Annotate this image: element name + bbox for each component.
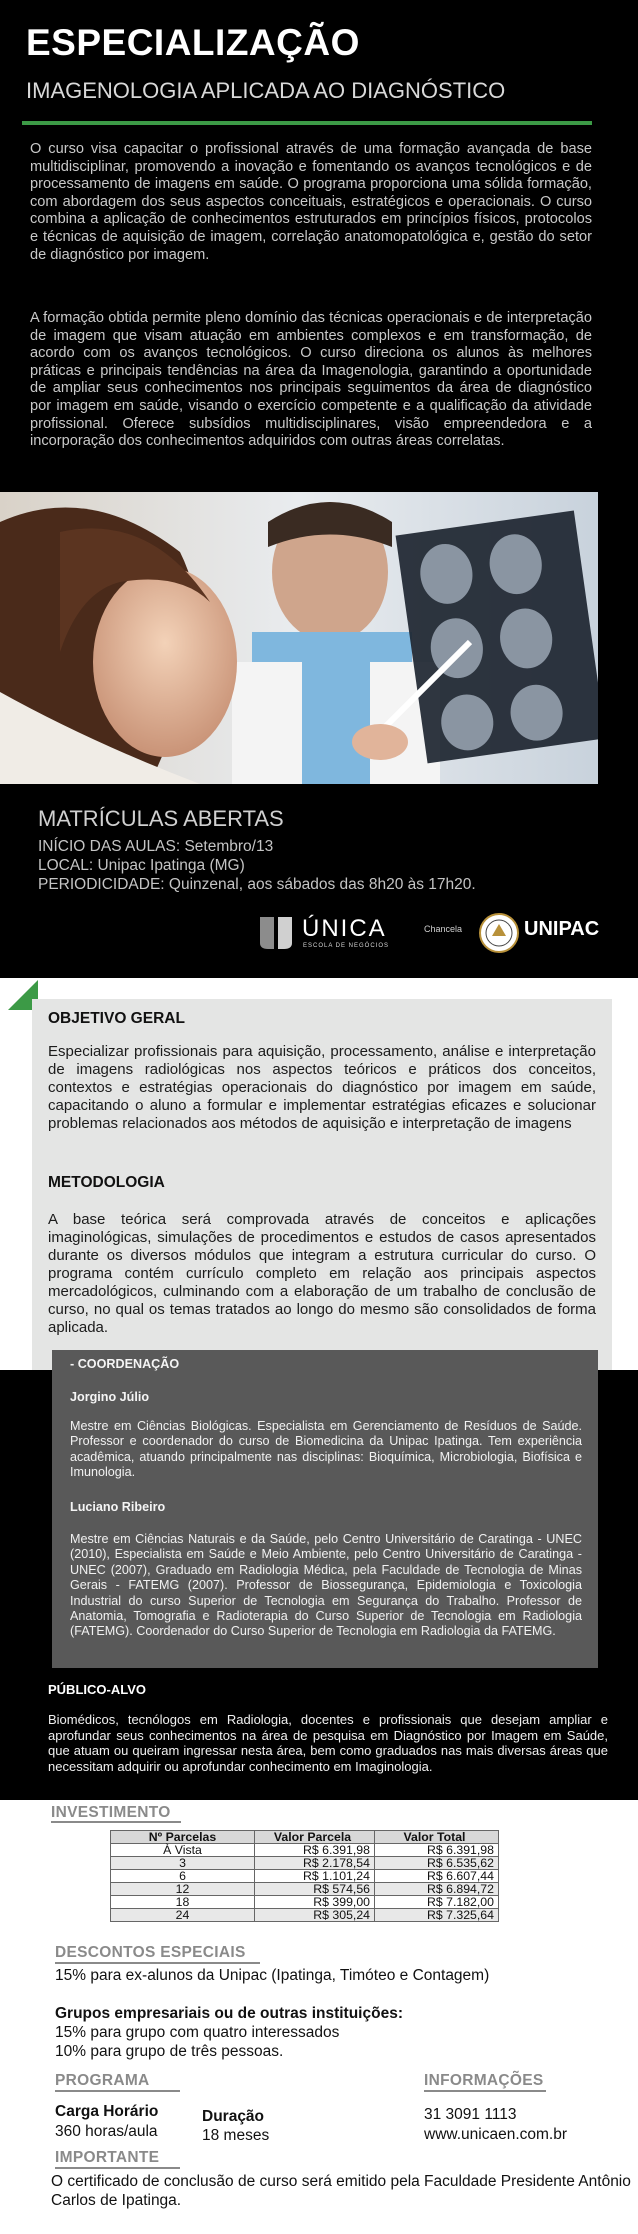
audience-text: Biomédicos, tecnólogos em Radiologia, docentes e profissionais que desejam ampliar e aprofundar seus conhecimentos na área de pesquisa em Diagnóstico por Imagem em Saúde, que atuam ou queiram ingressar nesta área, bem como graduados nas mais diversas áreas que necessitam adquirir ou aprofundar conhecimento em Imaginologia. (48, 1712, 608, 1774)
cell-installments: 24 (111, 1909, 255, 1922)
program-label: PROGRAMA (55, 2072, 150, 2089)
column-header-total-value: Valor Total (375, 1831, 499, 1844)
page-title: ESPECIALIZAÇÃO (26, 22, 360, 63)
column-header-installments: Nº Parcelas (111, 1831, 255, 1844)
start-date-label: INÍCIO DAS AULAS: (38, 838, 181, 855)
column-header-installment-value: Valor Parcela (255, 1831, 375, 1844)
objective-heading: OBJETIVO GERAL (48, 1010, 185, 1027)
cell-installment-value: R$ 574,56 (255, 1883, 375, 1896)
contact-website-link[interactable]: www.unicaen.com.br (424, 2126, 568, 2143)
intro-paragraph-2: A formação obtida permite pleno domínio das técnicas operacionais e de interpretação de imagem que visam atuação em ambientes complexos e em transformação, de acordo com os avanços tecnológicos. O curso direciona os alunos às melhores práticas e principais tendências na área da Imagenologia, garantindo a oportunidade de ampliar seus conhecimentos nos principais seguimentos da área de diagnóstico por imagem em saúde, visando o exercício competente e a qualificação da atividade profissional. Oferece subsídios multidisciplinares, visão empreendedora e a incorporação dos conhecimentos adquiridos com outras áreas correlatas. (30, 310, 592, 450)
cell-total-value: R$ 6.894,72 (375, 1883, 499, 1896)
unipac-logo-name: UNIPAC (524, 918, 600, 940)
table-row (111, 1857, 499, 1870)
location-value: Unipac Ipatinga (MG) (97, 857, 245, 874)
investment-underline (51, 1821, 181, 1823)
duration-label: Duração (202, 2108, 265, 2125)
table-row (111, 1896, 499, 1909)
page-subtitle: IMAGENOLOGIA APLICADA AO DIAGNÓSTICO (26, 78, 506, 103)
cell-total-value: R$ 6.391,98 (375, 1844, 499, 1857)
cell-total-value: R$ 6.535,62 (375, 1857, 499, 1870)
methodology-text: A base teórica será comprovada através de conceitos e aplicações imaginológicas, simulações de procedimentos e estudos de casos apresentados durante os diversos módulos que integram a estrutura curricular do curso. O programa contém currículo completo em relação aos principais aspectos mercadológicos, culminando com a elaboração de um trabalho de conclusão de curso, no qual os temas tratados ao longo do mesmo são consolidados de forma aplicada. (48, 1211, 596, 1336)
cell-total-value: R$ 6.607,44 (375, 1870, 499, 1883)
table-header-row (111, 1831, 499, 1844)
duration-value: 18 meses (202, 2127, 270, 2144)
investment-label: INVESTIMENTO (51, 1804, 171, 1821)
alumni-discount-text: 15% para ex-alunos da Unipac (Ipatinga, Timóteo e Contagem) (55, 1967, 490, 1984)
group-discount-line-1: 15% para grupo com quatro interessados (55, 2024, 340, 2041)
start-date-value: Setembro/13 (184, 838, 274, 855)
price-table (110, 1830, 499, 1922)
location-line (38, 857, 245, 875)
audience-heading: PÚBLICO-ALVO (48, 1682, 146, 1697)
start-date-line (38, 838, 273, 856)
location-label: LOCAL: (38, 857, 94, 874)
divider-line (22, 121, 592, 125)
program-underline (55, 2090, 180, 2092)
photo-illustration (0, 492, 598, 784)
methodology-heading: METODOLOGIA (48, 1174, 165, 1191)
intro-paragraph-1: O curso visa capacitar o profissional através de uma formação avançada de base multidisciplinar, promovendo a inovação e fomentando os avanços tecnológicos e de processamento de imagens em saúde. O programa proporciona uma sólida formação, com abordagem dos seus aspectos conceituais, estratégicos e operacionais. O curso combina a aplicação de conhecimentos estruturados em princípios físicos, protocolos e técnicas de aquisição de imagem, correlação anatomopatológica e, gestão do setor de diagnóstico por imagem. (30, 141, 592, 263)
cell-installment-value: R$ 399,00 (255, 1896, 375, 1909)
information-underline (424, 2090, 546, 2092)
contact-phone[interactable]: 31 3091 1113 (424, 2106, 517, 2123)
group-discount-heading: Grupos empresariais ou de outras instituições: (55, 2005, 403, 2022)
cell-installment-value: R$ 305,24 (255, 1909, 375, 1922)
important-label: IMPORTANTE (55, 2149, 160, 2166)
discounts-underline (55, 1962, 260, 1964)
cell-installments: 18 (111, 1896, 255, 1909)
coordination-heading: - COORDENAÇÃO (70, 1357, 180, 1371)
table-row (111, 1909, 499, 1922)
table-row (111, 1883, 499, 1896)
table-row (111, 1870, 499, 1883)
important-underline (55, 2167, 180, 2169)
periodicity-line (38, 876, 476, 894)
unica-logo (256, 913, 416, 953)
table-row (111, 1844, 499, 1857)
cell-installment-value: R$ 2.178,54 (255, 1857, 375, 1870)
periodicity-value: Quinzenal, aos sábados das 8h20 às 17h20. (168, 876, 476, 893)
information-label: INFORMAÇÕES (424, 2072, 544, 2089)
cell-installment-value: R$ 6.391,98 (255, 1844, 375, 1857)
unica-logo-name: ÚNICA (302, 915, 387, 942)
unipac-seal-icon (478, 912, 520, 954)
periodicity-label: PERIODICIDADE: (38, 876, 165, 893)
cell-total-value: R$ 7.182,00 (375, 1896, 499, 1909)
discounts-label: DESCONTOS ESPECIAIS (55, 1944, 246, 1961)
unica-logo-subtitle: ESCOLA DE NEGÓCIOS (303, 943, 390, 949)
chancela-label: Chancela (424, 924, 463, 934)
workload-value: 360 horas/aula (55, 2123, 158, 2140)
cell-installments: 6 (111, 1870, 255, 1883)
objective-text: Especializar profissionais para aquisição, processamento, análise e interpretação de imagens radiológicas nos aspectos teóricos e práticos dos conceitos, contextos e estratégias operacionais do diagnóstico por imagem em saúde, capacitando o aluno a formular e implementar estratégias eficazes e solucionar problemas relacionados aos métodos de aquisição e interpretação de imagens (48, 1043, 596, 1132)
important-text: O certificado de conclusão de curso será emitido pela Faculdade Presidente Antônio Carlos de Ipatinga. (51, 2173, 631, 2209)
coordinator-1-bio: Mestre em Ciências Biológicas. Especialista em Gerenciamento de Resíduos de Saúde. Professor e coordenador do curso de Biomedicina da Unipac Ipatinga. Tem experiência acadêmica, atuando principalmente nas disciplinas: Bioquímica, Microbiologia, Biofísica e Imunologia. (70, 1419, 582, 1480)
enrollment-heading: MATRÍCULAS ABERTAS (38, 806, 284, 831)
cell-total-value: R$ 7.325,64 (375, 1909, 499, 1922)
cell-installments: 12 (111, 1883, 255, 1896)
coordinator-1-name: Jorgino Júlio (70, 1390, 150, 1404)
workload-label: Carga Horário (55, 2103, 159, 2120)
coordinator-2-name: Luciano Ribeiro (70, 1500, 166, 1514)
hero-photo (0, 492, 598, 784)
cell-installment-value: R$ 1.101,24 (255, 1870, 375, 1883)
unica-mark-icon (256, 913, 296, 953)
cell-installments: 3 (111, 1857, 255, 1870)
unipac-logo (478, 910, 598, 958)
group-discount-line-2: 10% para grupo de três pessoas. (55, 2043, 284, 2060)
coordinator-2-bio: Mestre em Ciências Naturais e da Saúde, pelo Centro Universitário de Caratinga - UNEC (2010), Especialista em Saúde e Meio Ambiente, pelo Centro Universitário de Caratinga - UNEC (2007), Graduado em Radiologia Médica, pela Faculdade de Tecnologia de Minas Gerais - FATEMG (2007). Professor de Biossegurança, Epidemiologia e Toxicologia Industrial do curso Superior de Tecnologia em Segurança do Trabalho. Professor de Anatomia, Tomografia e Radioterapia do Curso Superior de Tecnologia em Radiologia (FATEMG). Coordenador do Curso Superior de Tecnologia em Radiologia da FATEMG. (70, 1532, 582, 1639)
cell-installments: À Vista (111, 1844, 255, 1857)
